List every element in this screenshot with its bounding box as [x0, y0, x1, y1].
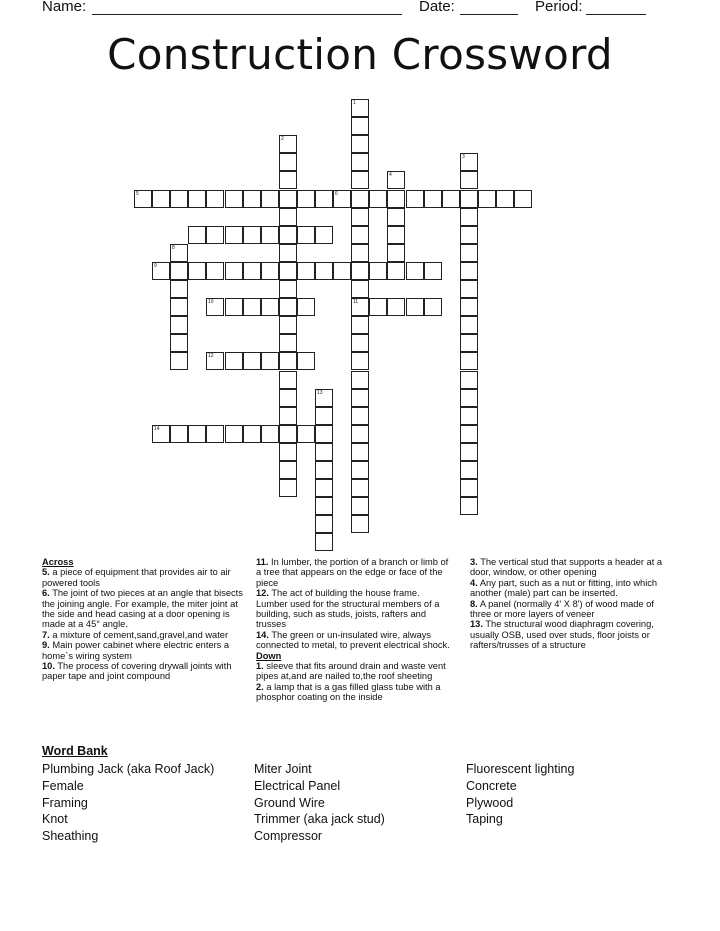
clue-number: 11.: [256, 557, 269, 567]
word-bank-item: Framing: [42, 795, 88, 810]
grid-cell[interactable]: [279, 407, 297, 425]
grid-cell[interactable]: [351, 208, 369, 226]
grid-cell[interactable]: [460, 244, 478, 262]
grid-cell[interactable]: [460, 171, 478, 189]
clue-down-13: [470, 619, 675, 650]
word-bank-item: Female: [42, 778, 84, 793]
grid-cell[interactable]: [315, 407, 333, 425]
grid-cell[interactable]: [243, 190, 261, 208]
grid-cell[interactable]: [351, 262, 369, 280]
clue-across-14: [256, 630, 452, 651]
grid-cell[interactable]: [279, 244, 297, 262]
grid-cell[interactable]: [225, 190, 243, 208]
grid-cell[interactable]: [369, 298, 387, 316]
clue-number: 2.: [256, 681, 264, 692]
grid-cell[interactable]: [351, 280, 369, 298]
clues-column-3: [470, 557, 675, 651]
grid-clue-number: 4: [389, 172, 392, 178]
grid-cell[interactable]: [460, 316, 478, 334]
grid-cell[interactable]: [279, 262, 297, 280]
grid-cell[interactable]: [206, 425, 224, 443]
grid-cell[interactable]: [188, 425, 206, 443]
clues-column-1: [42, 557, 247, 682]
word-bank-item: Concrete: [466, 778, 517, 793]
grid-clue-number: 8: [172, 245, 175, 251]
clue-across-9: [42, 640, 247, 661]
word-bank-column-1: [42, 761, 214, 845]
word-bank-item: Sheathing: [42, 829, 99, 844]
grid-cell[interactable]: [261, 262, 279, 280]
grid-cell[interactable]: [387, 226, 405, 244]
grid-cell[interactable]: [297, 425, 315, 443]
grid-cell[interactable]: [279, 352, 297, 370]
grid-cell[interactable]: [351, 389, 369, 407]
grid-cell[interactable]: [225, 226, 243, 244]
grid-cell[interactable]: [460, 407, 478, 425]
word-bank-column-3: [466, 761, 574, 828]
grid-clue-number: 13: [317, 390, 323, 396]
clue-text: The green or un-insulated wire, always connected to metal, to prevent electrical shock.: [256, 629, 450, 651]
grid-cell[interactable]: [279, 208, 297, 226]
grid-cell[interactable]: [460, 280, 478, 298]
grid-cell[interactable]: [460, 389, 478, 407]
clue-number: 10.: [42, 661, 55, 672]
clue-down-2: [256, 682, 452, 703]
word-bank-item: Trimmer (aka jack stud): [254, 812, 385, 827]
grid-cell[interactable]: [297, 226, 315, 244]
grid-cell[interactable]: [243, 226, 261, 244]
grid-cell[interactable]: [351, 461, 369, 479]
grid-cell[interactable]: [170, 190, 188, 208]
grid-cell[interactable]: [261, 425, 279, 443]
grid-cell[interactable]: [297, 352, 315, 370]
grid-cell[interactable]: [279, 479, 297, 497]
grid-cell[interactable]: [351, 479, 369, 497]
grid-cell[interactable]: [460, 226, 478, 244]
grid-cell[interactable]: [297, 298, 315, 316]
word-bank-item: Compressor: [254, 829, 323, 844]
grid-cell[interactable]: [206, 226, 224, 244]
grid-cell[interactable]: [351, 190, 369, 208]
grid-cell[interactable]: [387, 208, 405, 226]
grid-cell[interactable]: [514, 190, 532, 208]
grid-cell[interactable]: [406, 298, 424, 316]
grid-cell[interactable]: [279, 316, 297, 334]
word-bank-item: Fluorescent lighting: [466, 762, 575, 776]
word-bank-item: Knot: [42, 812, 68, 827]
clue-down-4: [470, 578, 675, 599]
clue-text: a lamp that is a gas filled glass tube with a phosphor coating on the inside: [256, 681, 441, 703]
grid-cell[interactable]: [478, 190, 496, 208]
header-row: [0, 0, 720, 22]
word-bank-item: Electrical Panel: [254, 778, 341, 793]
grid-cell[interactable]: [279, 461, 297, 479]
grid-clue-number: 6: [335, 191, 338, 197]
word-bank-column-2: [254, 761, 385, 845]
grid-cell[interactable]: [170, 352, 188, 370]
grid-clue-number: 5: [136, 191, 139, 197]
clue-number: 6.: [42, 588, 50, 599]
grid-cell[interactable]: [460, 425, 478, 443]
grid-cell[interactable]: [460, 352, 478, 370]
clue-number: 4.: [470, 577, 478, 588]
grid-cell[interactable]: [351, 117, 369, 135]
grid-cell[interactable]: [315, 479, 333, 497]
grid-cell[interactable]: [351, 407, 369, 425]
grid-cell[interactable]: [315, 497, 333, 515]
grid-cell[interactable]: [170, 298, 188, 316]
clue-down-1: [256, 661, 452, 682]
across-heading: Across: [42, 557, 74, 567]
clue-across-10: [42, 661, 247, 682]
clue-text: sleeve that fits around drain and waste vent pipes at,and are nailed to,the roof sheeting: [256, 661, 446, 682]
word-bank-item: Plywood: [466, 795, 514, 810]
clue-text: Any part, such as a nut or fitting, into which another (male) part can be inserted.: [470, 577, 658, 599]
grid-cell[interactable]: [315, 190, 333, 208]
grid-cell[interactable]: [279, 280, 297, 298]
grid-cell[interactable]: [279, 190, 297, 208]
clue-text: The joint of two pieces at an angle that bisects the joining angle. For example, the miter joint at the side and head casing at a door opening is made at a 45° angle.: [42, 588, 243, 630]
period-label: Period:: [535, 0, 583, 15]
clue-across-12: [256, 588, 452, 630]
grid-cell[interactable]: [261, 226, 279, 244]
name-field[interactable]: [92, 14, 402, 15]
grid-cell[interactable]: [351, 352, 369, 370]
grid-cell[interactable]: [387, 190, 405, 208]
grid-cell[interactable]: [406, 190, 424, 208]
grid-cell[interactable]: [243, 425, 261, 443]
grid-cell[interactable]: [460, 262, 478, 280]
grid-clue-number: 11: [353, 299, 359, 305]
clue-number: 13.: [470, 619, 483, 630]
grid-cell[interactable]: [369, 262, 387, 280]
word-bank-item: Taping: [466, 812, 503, 827]
clue-text: The vertical stud that supports a header at a door, window, or other opening: [470, 557, 663, 578]
clue-number: 1.: [256, 661, 264, 672]
down-heading: Down: [256, 650, 282, 661]
grid-cell[interactable]: [369, 190, 387, 208]
clue-across-7: [42, 630, 247, 640]
grid-clue-number: 1: [353, 100, 356, 106]
grid-cell[interactable]: [460, 208, 478, 226]
grid-cell[interactable]: [206, 262, 224, 280]
clue-down-8: [470, 599, 675, 620]
grid-cell[interactable]: [297, 190, 315, 208]
grid-cell[interactable]: [225, 425, 243, 443]
grid-cell[interactable]: [261, 190, 279, 208]
clue-across-6: [42, 588, 247, 630]
grid-cell[interactable]: [351, 153, 369, 171]
grid-cell[interactable]: [351, 135, 369, 153]
grid-cell[interactable]: [188, 262, 206, 280]
clue-text: A panel (normally 4' X 8') of wood made of three or more layers of veneer: [470, 598, 654, 620]
grid-cell[interactable]: [460, 497, 478, 515]
clue-number: 9.: [42, 640, 50, 651]
grid-cell[interactable]: [460, 190, 478, 208]
grid-cell[interactable]: [351, 171, 369, 189]
grid-cell[interactable]: [225, 352, 243, 370]
grid-cell[interactable]: [351, 425, 369, 443]
grid-cell[interactable]: [496, 190, 514, 208]
grid-cell[interactable]: [460, 443, 478, 461]
grid-cell[interactable]: [279, 153, 297, 171]
name-label: Name:: [42, 0, 87, 15]
grid-cell[interactable]: [460, 371, 478, 389]
grid-cell[interactable]: [315, 443, 333, 461]
grid-cell[interactable]: [460, 461, 478, 479]
grid-cell[interactable]: [351, 515, 369, 533]
date-field[interactable]: [460, 14, 518, 15]
word-bank-item: Plumbing Jack (aka Roof Jack): [42, 762, 215, 776]
grid-cell[interactable]: [387, 298, 405, 316]
grid-cell[interactable]: [351, 497, 369, 515]
grid-clue-number: 10: [208, 299, 214, 305]
grid-cell[interactable]: [279, 226, 297, 244]
grid-cell[interactable]: [442, 190, 460, 208]
grid-cell[interactable]: [279, 371, 297, 389]
grid-cell[interactable]: [460, 298, 478, 316]
grid-cell[interactable]: [424, 262, 442, 280]
clue-number: 12.: [256, 588, 269, 599]
clue-text: In lumber, the portion of a branch or limb of a tree that appears on the edge or face of the piece: [256, 557, 449, 588]
clue-text: a mixture of cement,sand,gravel,and water: [52, 629, 229, 640]
grid-cell[interactable]: [460, 479, 478, 497]
grid-cell[interactable]: [243, 352, 261, 370]
word-bank-item: Miter Joint: [254, 762, 312, 776]
clue-across-11: [256, 557, 452, 588]
grid-cell[interactable]: [351, 316, 369, 334]
grid-cell[interactable]: [351, 244, 369, 262]
clue-number: 8.: [470, 598, 478, 609]
grid-cell[interactable]: [170, 262, 188, 280]
grid-cell[interactable]: [351, 334, 369, 352]
grid-cell[interactable]: [315, 533, 333, 551]
clue-text: Main power cabinet where electric enters a home`s wiring system: [42, 640, 230, 661]
grid-cell[interactable]: [315, 515, 333, 533]
word-bank-item: Ground Wire: [254, 795, 325, 810]
clue-text: The act of building the house frame. Lumber used for the structural members of a building, such as studs, joists, rafters and trusses: [256, 588, 440, 630]
grid-cell[interactable]: [424, 298, 442, 316]
grid-cell[interactable]: [261, 298, 279, 316]
clue-number: 14.: [256, 629, 269, 640]
grid-cell[interactable]: [279, 298, 297, 316]
grid-cell[interactable]: [387, 262, 405, 280]
clues-column-2: [256, 557, 452, 703]
grid-cell[interactable]: [225, 262, 243, 280]
grid-clue-number: 3: [462, 154, 465, 160]
grid-cell[interactable]: [261, 352, 279, 370]
grid-cell[interactable]: [315, 461, 333, 479]
clue-number: 7.: [42, 629, 50, 640]
grid-cell[interactable]: [279, 171, 297, 189]
grid-cell[interactable]: [351, 226, 369, 244]
grid-cell[interactable]: [152, 190, 170, 208]
grid-cell[interactable]: [170, 280, 188, 298]
grid-cell[interactable]: [315, 226, 333, 244]
grid-cell[interactable]: [351, 371, 369, 389]
grid-cell[interactable]: [424, 190, 442, 208]
word-bank-heading: Word Bank: [42, 744, 108, 758]
grid-cell[interactable]: [170, 425, 188, 443]
clue-down-3: [470, 557, 675, 578]
grid-cell[interactable]: [279, 443, 297, 461]
grid-cell[interactable]: [297, 262, 315, 280]
grid-cell[interactable]: [206, 190, 224, 208]
clue-number: 3.: [470, 557, 478, 567]
grid-cell[interactable]: [460, 334, 478, 352]
page-title: Construction Crossword: [107, 30, 613, 79]
grid-cell[interactable]: [243, 262, 261, 280]
grid-cell[interactable]: [315, 262, 333, 280]
grid-cell[interactable]: [243, 298, 261, 316]
grid-cell[interactable]: [315, 425, 333, 443]
grid-clue-number: 12: [208, 353, 214, 359]
grid-cell[interactable]: [188, 190, 206, 208]
period-field[interactable]: [586, 14, 646, 15]
grid-cell[interactable]: [188, 226, 206, 244]
grid-cell[interactable]: [351, 443, 369, 461]
grid-cell[interactable]: [225, 298, 243, 316]
grid-cell[interactable]: [279, 389, 297, 407]
grid-cell[interactable]: [279, 425, 297, 443]
grid-clue-number: 9: [154, 263, 157, 269]
grid-clue-number: 2: [281, 136, 284, 142]
clue-text: a piece of equipment that provides air to air powered tools: [42, 567, 231, 588]
grid-cell[interactable]: [279, 334, 297, 352]
grid-cell[interactable]: [406, 262, 424, 280]
clue-across-5: [42, 567, 247, 588]
grid-clue-number: 14: [154, 426, 160, 432]
grid-cell[interactable]: [333, 262, 351, 280]
clue-text: The structural wood diaphragm covering, usually OSB, used over studs, floor joists or rafters/trusses of a structure: [470, 619, 654, 651]
date-label: Date:: [419, 0, 455, 15]
clue-number: 5.: [42, 567, 50, 578]
grid-cell[interactable]: [170, 334, 188, 352]
clue-text: The process of covering drywall joints with paper tape and joint compound: [42, 661, 232, 682]
grid-cell[interactable]: [170, 316, 188, 334]
grid-cell[interactable]: [387, 244, 405, 262]
